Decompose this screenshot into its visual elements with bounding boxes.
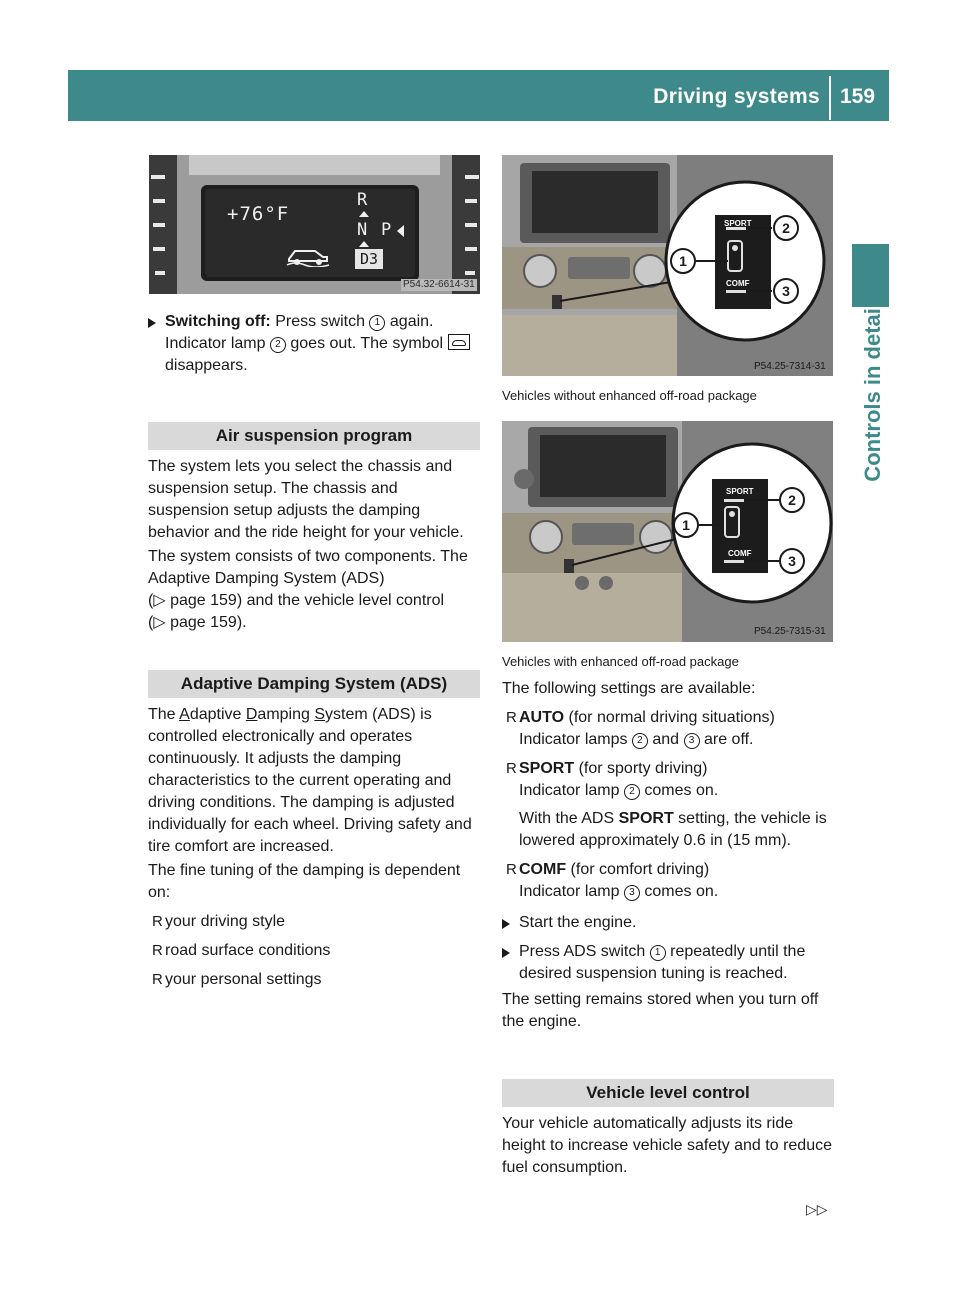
figure-code: P54.25-7315-31 [754, 626, 826, 637]
side-chapter-label: Controls in detail [860, 302, 885, 482]
air-suspension-text: The system lets you select the chassis and suspension setup. The chassis and suspension setup adjusts the damping behavior and the ride height for your vehicle. [148, 458, 464, 541]
settings-intro: The following settings are available: [502, 680, 756, 697]
callout-1: 1 [679, 253, 687, 269]
ads-heading: Adaptive Damping System (ADS) [148, 670, 480, 698]
console-illustration [502, 421, 833, 642]
continue-marker: ▷▷ [806, 1201, 828, 1217]
list-item: R your driving style [152, 913, 286, 930]
callout-1: 1 [369, 315, 385, 331]
callout-2: 2 [782, 220, 790, 236]
gear-r: R [357, 190, 368, 210]
gear-p: P [381, 220, 392, 240]
list-item: R road surface conditions [152, 942, 331, 959]
console-illustration [502, 155, 833, 376]
ads-tuning-intro: The fine tuning of the damping is dependent on: [148, 862, 461, 901]
outside-temp-readout: +76°F [227, 203, 290, 225]
console-figure-with [502, 421, 833, 642]
ads-description: The Adaptive Damping System (ADS) is controlled electronically and operates continuously. It adjusts the damping characteristics to the current operating and driving conditions. The damping is adjusted individually for each wheel. Driving safety and tire comfort are increased. [148, 706, 472, 855]
press-switch-step: Press ADS switch 1 repeatedly until the desired suspension tuning is reached. [502, 941, 834, 985]
comf-label: COMF [726, 279, 750, 288]
callout-3: 3 [788, 553, 796, 569]
air-suspension-heading: Air suspension program [148, 422, 480, 450]
figure-caption: Vehicles without enhanced off-road package [502, 388, 757, 403]
side-tab-marker [852, 244, 889, 307]
right-column [502, 678, 834, 1181]
step-arrow-icon [148, 318, 156, 328]
gear-pointer-icon [397, 225, 404, 237]
page-number: 159 [840, 85, 876, 108]
switching-off-step: Switching off: Press switch 1 again. Indicator lamp 2 goes out. The symbol disappears. [148, 311, 480, 377]
setting-comf: R COMF (for comfort driving) Indicator lamp 3 comes on. [506, 861, 719, 900]
figure-caption: Vehicles with enhanced off-road package [502, 654, 739, 669]
figure-code: P54.25-7314-31 [754, 361, 826, 372]
gear-n: N [357, 220, 368, 240]
page-section-title: Driving systems [653, 85, 820, 108]
callout-3: 3 [782, 283, 790, 299]
callout-1: 1 [682, 517, 690, 533]
ads-page-link[interactable]: (▷ page 159) and the vehicle level control [148, 592, 445, 609]
instrument-display-figure [149, 155, 480, 294]
suspension-symbol-icon [448, 334, 470, 350]
callout-2: 2 [788, 492, 796, 508]
console-figure-without [502, 155, 833, 376]
vehicle-level-text: Your vehicle automatically adjusts its ride height to increase vehicle safety and to reduce fuel consumption. [502, 1115, 832, 1176]
setting-auto: R AUTO (for normal driving situations) Indicator lamps 2 and 3 are off. [506, 709, 775, 748]
sport-label: SPORT [726, 487, 754, 496]
level-control-page-link[interactable]: (▷ page 159). [148, 614, 247, 631]
left-column [148, 311, 480, 998]
setting-stored-note: The setting remains stored when you turn off the engine. [502, 991, 819, 1030]
gear-d3: D3 [355, 249, 383, 269]
air-suspension-components: The system consists of two components. The Adaptive Damping System (ADS) (▷ page 159) and the vehicle level control (▷ page 159). [148, 548, 468, 631]
step-arrow-icon [502, 948, 510, 958]
callout-2: 2 [270, 337, 286, 353]
instrument-display-illustration [149, 155, 480, 294]
sport-label: SPORT [724, 219, 752, 228]
setting-sport: R SPORT (for sporty driving) Indicator lamp 2 comes on. With the ADS SPORT setting, the vehicle is lowered approximately 0.6 in (15 mm). [506, 760, 827, 849]
start-engine-step: Start the engine. [502, 912, 834, 934]
step-arrow-icon [502, 919, 510, 929]
figure-code: P54.32-6614-31 [403, 279, 475, 290]
list-item: R your personal settings [152, 971, 322, 988]
suspension-car-icon [285, 243, 331, 267]
gear-arrow-up-icon [359, 211, 369, 217]
vehicle-level-heading: Vehicle level control [502, 1079, 834, 1107]
comf-label: COMF [728, 549, 752, 558]
gear-arrow-up-icon [359, 241, 369, 247]
header-divider [829, 76, 831, 120]
